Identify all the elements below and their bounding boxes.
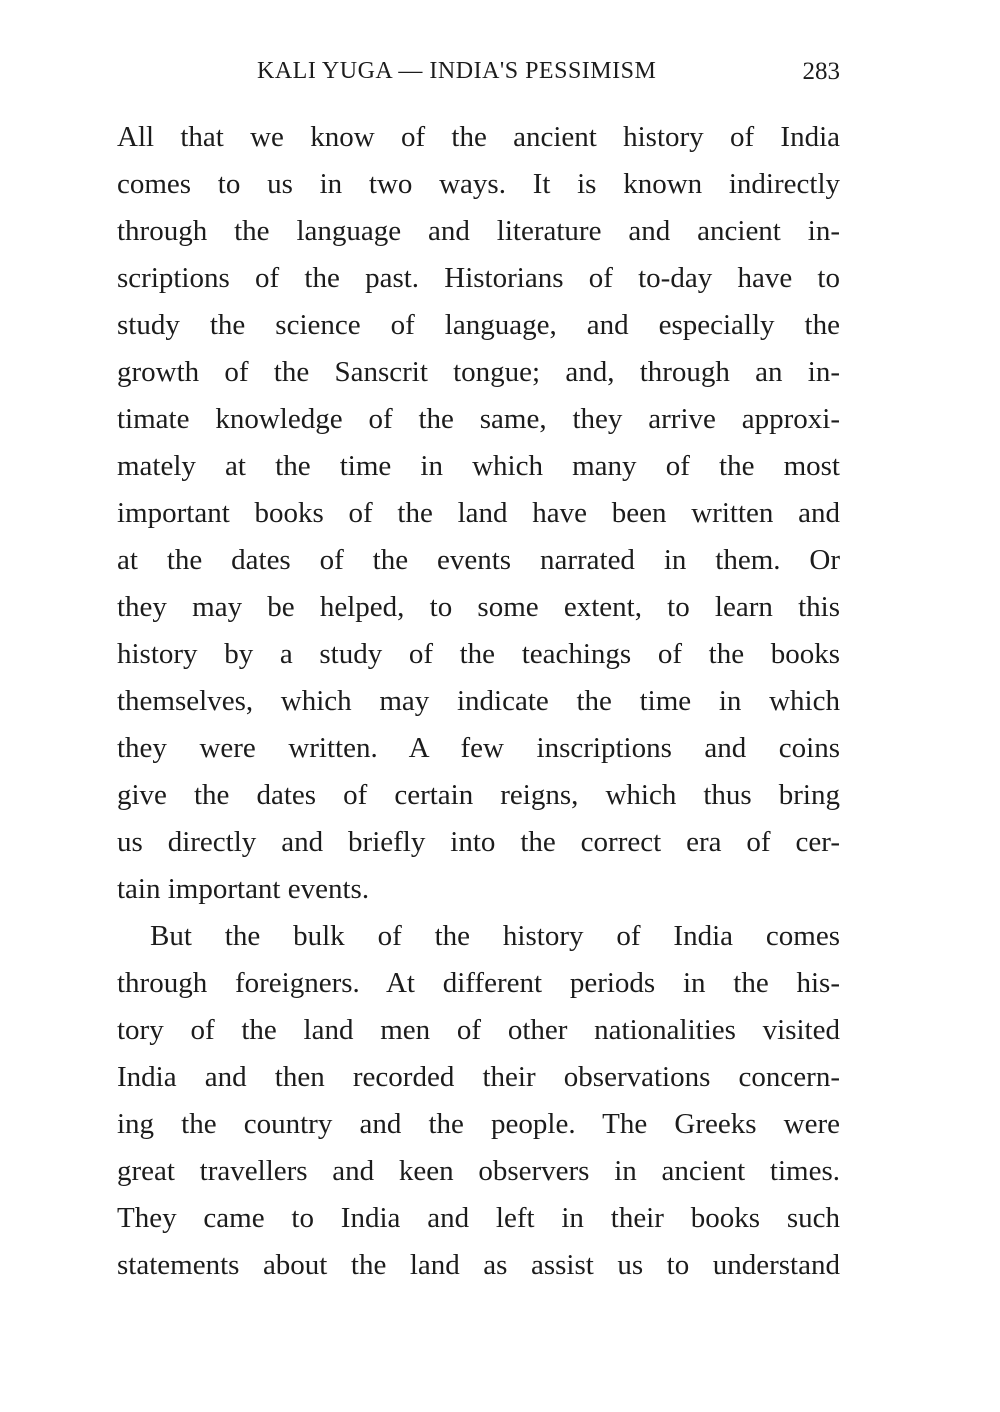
text-line: mately at the time in which many of the most — [117, 450, 840, 482]
text-line: tain important events. — [117, 873, 370, 905]
text-line: But the bulk of the history of India comes — [150, 920, 840, 952]
text-line: ing the country and the people. The Greeks were — [117, 1108, 840, 1140]
paragraph-1 — [117, 114, 840, 913]
text-line: us directly and briefly into the correct era of cer- — [117, 826, 840, 858]
text-line: give the dates of certain reigns, which thus bring — [117, 779, 840, 811]
text-line: All that we know of the ancient history of India — [117, 121, 840, 153]
text-line: through foreigners. At different periods in the his- — [117, 967, 840, 999]
text-line: scriptions of the past. Historians of to-day have to — [117, 262, 840, 294]
text-line: at the dates of the events narrated in them. Or — [117, 544, 840, 576]
paragraph-2 — [117, 913, 840, 1289]
text-line: growth of the Sanscrit tongue; and, through an in- — [117, 356, 840, 388]
text-line: statements about the land as assist us to understand — [117, 1249, 840, 1281]
text-line: study the science of language, and especially the — [117, 309, 840, 341]
text-line: They came to India and left in their books such — [117, 1202, 840, 1234]
text-line: themselves, which may indicate the time in which — [117, 685, 840, 717]
text-line: comes to us in two ways. It is known indirectly — [117, 168, 840, 200]
running-title: KALI YUGA — INDIA'S PESSIMISM — [257, 58, 657, 84]
text-line: they may be helped, to some extent, to learn this — [117, 591, 840, 623]
text-line: tory of the land men of other nationalities visited — [117, 1014, 840, 1046]
text-line: important books of the land have been written and — [117, 497, 840, 529]
text-line: great travellers and keen observers in ancient times. — [117, 1155, 840, 1187]
page-number: 283 — [802, 58, 840, 85]
text-line: they were written. A few inscriptions and coins — [117, 732, 840, 764]
body-text — [117, 114, 840, 1289]
text-line: history by a study of the teachings of the books — [117, 638, 840, 670]
running-head — [117, 58, 840, 88]
text-line: India and then recorded their observations concern- — [117, 1061, 840, 1093]
text-line: timate knowledge of the same, they arrive approxi- — [117, 403, 840, 435]
text-line: through the language and literature and ancient in- — [117, 215, 840, 247]
